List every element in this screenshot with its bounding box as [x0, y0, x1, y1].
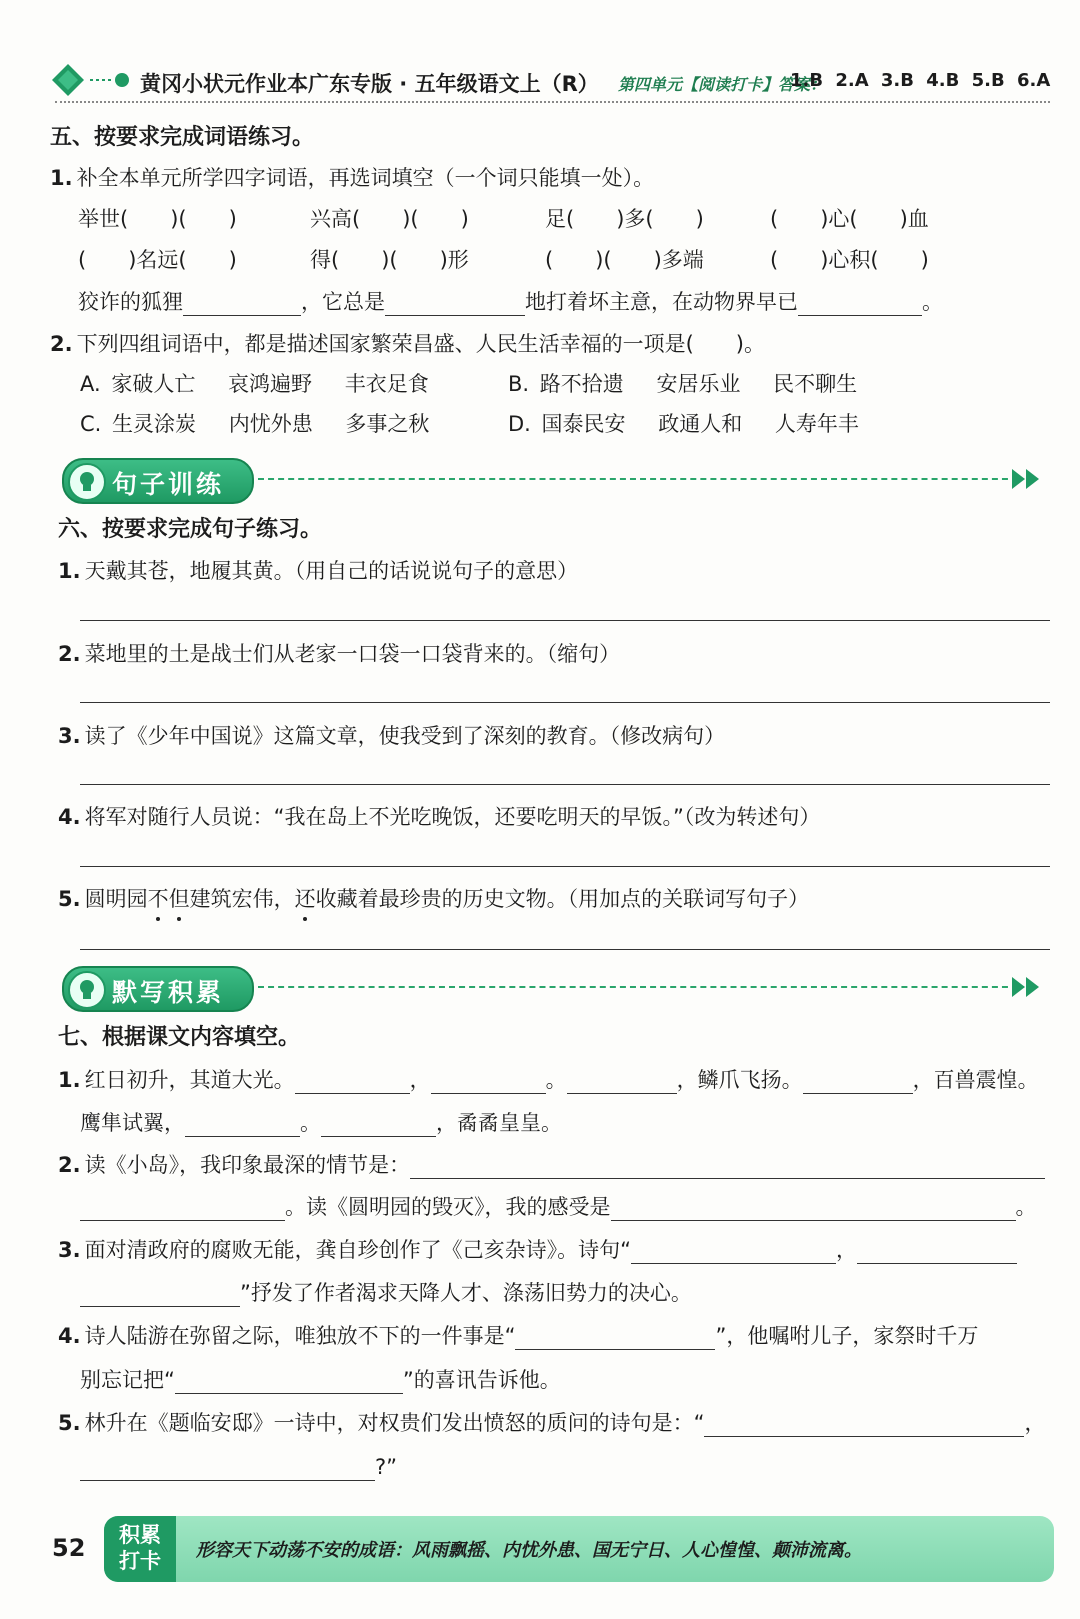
option-word: 家破人亡 — [111, 372, 196, 396]
option-word: 安居乐业 — [656, 372, 741, 396]
s7-q3-number: 3. — [58, 1238, 81, 1262]
s5-q1-number: 1. — [50, 166, 73, 190]
s7-q4-text-c: 别忘记把“ — [80, 1368, 175, 1392]
option-word: 民不聊生 — [773, 372, 858, 396]
s5-fill-blank-3[interactable] — [798, 293, 922, 316]
s5-fill-part-d: 。 — [922, 290, 943, 314]
s5-word-6[interactable]: 得( )( )形 — [310, 248, 469, 272]
s6-item-1-number: 1. — [58, 559, 81, 583]
s5-q1-prompt — [50, 164, 654, 192]
s5-word-2[interactable]: 兴高( )( ) — [310, 207, 469, 231]
arrow-right-icon — [1026, 977, 1039, 997]
s7-q3-text-b: ， — [835, 1238, 857, 1262]
s6-item-3 — [58, 722, 725, 750]
option-label: B. — [508, 372, 530, 396]
s7-q5-text-c: ?” — [375, 1455, 398, 1479]
arrow-right-icon — [1012, 977, 1025, 997]
s5-word-7[interactable]: ( )( )多端 — [545, 248, 704, 272]
s7-q1-text-b: ， — [409, 1068, 431, 1092]
header-answer-options: 1.B 2.A 3.B 4.B 5.B 6.A — [790, 70, 1051, 91]
arrow-right-icon — [1026, 469, 1039, 489]
s7-q4-blank-2[interactable] — [175, 1371, 403, 1394]
s7-q4-line1 — [58, 1322, 978, 1350]
s7-q3-line2 — [80, 1279, 692, 1307]
s7-q1-blank-6[interactable] — [321, 1114, 436, 1137]
s7-q5-line2 — [80, 1453, 397, 1481]
s6-item-2 — [58, 640, 620, 668]
s5-word-1[interactable]: 举世( )( ) — [78, 207, 237, 231]
s7-q2-blank-2[interactable] — [80, 1198, 285, 1221]
footer-tag-line2: 打卡 — [119, 1549, 161, 1573]
s6-item-4-number: 4. — [58, 805, 81, 829]
s5-q2-option-c[interactable] — [80, 410, 429, 438]
s5-q2-prompt — [50, 330, 765, 358]
s6-item-3-text: 读了《少年中国说》这篇文章，使我受到了深刻的教育。（修改病句） — [84, 724, 726, 748]
option-word: 国泰民安 — [541, 412, 626, 436]
s7-q5-blank-2[interactable] — [80, 1458, 375, 1481]
s5-fill-blank-2[interactable] — [385, 293, 525, 316]
option-word: 哀鸿遍野 — [228, 372, 313, 396]
s6-item-5-dotted-budan: 不但 — [147, 887, 190, 911]
s7-q1-text-f: 鹰隼试翼， — [80, 1111, 185, 1135]
page-number: 52 — [52, 1534, 86, 1562]
s7-q1-blank-2[interactable] — [431, 1071, 546, 1094]
s6-item-5-pre: 圆明园 — [84, 887, 148, 911]
s6-item-2-number: 2. — [58, 642, 81, 666]
s7-q3-blank-2[interactable] — [857, 1241, 1017, 1264]
footer-tag — [104, 1516, 176, 1582]
s7-q3-text-a: 面对清政府的腐败无能，龚自珍创作了《己亥杂诗》。诗句“ — [84, 1238, 631, 1262]
s7-q1-blank-5[interactable] — [185, 1114, 300, 1137]
s5-fill-part-c: 地打着坏主意，在动物界早已 — [525, 290, 798, 314]
s6-item-5-mid: 建筑宏伟， — [189, 887, 295, 911]
s7-q1-text-a: 红日初升，其道大光。 — [84, 1068, 295, 1092]
s7-q1-text-e: ，百兽震惶。 — [912, 1068, 1039, 1092]
option-word: 内忧外患 — [228, 412, 313, 436]
s7-q4-line2 — [80, 1366, 561, 1394]
s5-q2-option-a[interactable] — [80, 370, 429, 398]
s7-q1-line1 — [58, 1066, 1039, 1094]
header-logo-icon — [50, 62, 135, 98]
option-label: C. — [80, 412, 102, 436]
arrow-right-icon — [1012, 469, 1025, 489]
s7-q5-number: 5. — [58, 1411, 81, 1435]
footer-tip-text: 形容天下动荡不安的成语：风雨飘摇、内忧外患、国无宁日、人心惶惶、颠沛流离。 — [196, 1540, 862, 1561]
header-title: 黄冈小状元作业本广东专版 · 五年级语文上（R） — [140, 72, 599, 96]
section7-title: 七、根据课文内容填空。 — [58, 1025, 301, 1050]
s7-q2-text-a: 读《小岛》，我印象最深的情节是： — [84, 1153, 411, 1177]
banner-sentence-divider — [258, 478, 1018, 480]
s7-q2-blank-3[interactable] — [611, 1198, 1016, 1221]
s7-q1-text-c: 。 — [545, 1068, 567, 1092]
option-word: 路不拾遗 — [539, 372, 624, 396]
lightbulb-icon — [68, 463, 106, 501]
s5-word-3[interactable]: 足( )多( ) — [545, 207, 704, 231]
s7-q2-text-c: 。 — [1015, 1195, 1037, 1219]
s7-q5-blank-1[interactable] — [704, 1414, 1024, 1437]
s7-q4-text-a: 诗人陆游在弥留之际，唯独放不下的一件事是“ — [84, 1324, 516, 1348]
s6-item-3-number: 3. — [58, 724, 81, 748]
s7-q2-line2 — [80, 1193, 1037, 1221]
s6-answer-line-3[interactable] — [80, 784, 1050, 785]
option-word: 多事之秋 — [345, 412, 430, 436]
s7-q4-text-d: ”的喜讯告诉他。 — [402, 1368, 561, 1392]
s6-item-5-number: 5. — [58, 887, 81, 911]
header-answer-label: 第四单元【阅读打卡】答案： — [618, 75, 827, 94]
s7-q1-line2 — [80, 1109, 562, 1137]
s5-fill-part-b: ，它总是 — [301, 290, 385, 314]
s7-q1-blank-3[interactable] — [567, 1071, 677, 1094]
s7-q1-blank-1[interactable] — [295, 1071, 410, 1094]
s6-answer-line-1[interactable] — [80, 620, 1050, 621]
header-divider — [55, 101, 1050, 103]
s6-item-2-text: 菜地里的土是战士们从老家一口袋一口袋背来的。（缩句） — [84, 642, 621, 666]
s5-word-8[interactable]: ( )心积( ) — [770, 248, 929, 272]
s6-answer-line-4[interactable] — [80, 866, 1050, 867]
s7-q2-line1 — [58, 1151, 1045, 1179]
s7-q1-text-g: 。 — [300, 1111, 321, 1135]
s7-q1-blank-4[interactable] — [803, 1071, 913, 1094]
s6-item-5 — [58, 885, 809, 913]
s5-fill-blank-1[interactable] — [183, 293, 301, 316]
s7-q5-line1 — [58, 1409, 1045, 1437]
s6-item-5-post: 收藏着最珍贵的历史文物。（用加点的关联词写句子） — [315, 887, 810, 911]
banner-dictation — [62, 966, 254, 1012]
option-word: 政通人和 — [658, 412, 743, 436]
s6-item-1-text: 天戴其苍，地履其黄。（用自己的话说说句子的意思） — [84, 559, 579, 583]
s5-q2-text: 下列四组词语中，都是描述国家繁荣昌盛、人民生活幸福的一项是( )。 — [76, 332, 765, 356]
s7-q4-text-b: ”，他嘱咐儿子，家祭时千万 — [715, 1324, 979, 1348]
s6-item-5-dotted-hai: 还 — [294, 887, 316, 911]
section6-title: 六、按要求完成句子练习。 — [58, 517, 323, 542]
banner-sentence-label: 句子训练 — [112, 470, 225, 499]
option-label: D. — [508, 412, 531, 436]
option-label: A. — [80, 372, 101, 396]
s7-q3-blank-3[interactable] — [80, 1284, 240, 1307]
s7-q1-text-d: ，鳞爪飞扬。 — [676, 1068, 803, 1092]
s7-q5-text-a: 林升在《题临安邸》一诗中，对权贵们发出愤怒的质问的诗句是：“ — [84, 1411, 705, 1435]
s6-item-4 — [58, 803, 820, 831]
s5-word-4[interactable]: ( )心( )血 — [770, 207, 929, 231]
s7-q1-number: 1. — [58, 1068, 81, 1092]
s7-q4-number: 4. — [58, 1324, 81, 1348]
s7-q1-text-h: ，矞矞皇皇。 — [436, 1111, 562, 1135]
s7-q3-line1 — [58, 1236, 1017, 1264]
section5-title: 五、按要求完成词语练习。 — [50, 125, 315, 150]
s5-fill-part-a: 狡诈的狐狸 — [78, 290, 183, 314]
s6-answer-line-2[interactable] — [80, 702, 1050, 703]
s6-answer-line-5[interactable] — [80, 949, 1050, 950]
s7-q2-number: 2. — [58, 1153, 81, 1177]
s7-q2-blank-1[interactable] — [410, 1156, 1045, 1179]
s7-q3-text-c: ”抒发了作者渴求天降人才、涤荡旧势力的决心。 — [240, 1281, 692, 1305]
s7-q2-text-b: 。读《圆明园的毁灭》，我的感受是 — [285, 1195, 611, 1219]
s7-q3-blank-1[interactable] — [631, 1241, 836, 1264]
s6-item-4-text: 将军对随行人员说：“我在岛上不光吃晚饭，还要吃明天的早饭。”（改为转述句） — [84, 805, 821, 829]
s7-q4-blank-1[interactable] — [515, 1327, 715, 1350]
banner-dictation-divider — [258, 986, 1018, 988]
footer-tag-line1: 积累 — [119, 1523, 161, 1547]
option-word: 生灵涂炭 — [112, 412, 197, 436]
s6-item-1 — [58, 557, 578, 585]
s5-q2-number: 2. — [50, 332, 73, 356]
lightbulb-icon — [68, 971, 106, 1009]
s5-word-5[interactable]: ( )名远( ) — [78, 248, 237, 272]
s5-q1-text: 补全本单元所学四字词语，再选词填空（一个词只能填一处）。 — [76, 166, 655, 190]
s5-fill-sentence — [78, 288, 943, 316]
s5-q2-option-b[interactable] — [508, 370, 857, 398]
banner-dictation-label: 默写积累 — [112, 978, 225, 1007]
option-word: 丰衣足食 — [344, 372, 429, 396]
s5-q2-option-d[interactable] — [508, 410, 859, 438]
s7-q5-text-b: ， — [1024, 1411, 1046, 1435]
banner-sentence-training — [62, 458, 254, 504]
option-word: 人寿年丰 — [774, 412, 859, 436]
